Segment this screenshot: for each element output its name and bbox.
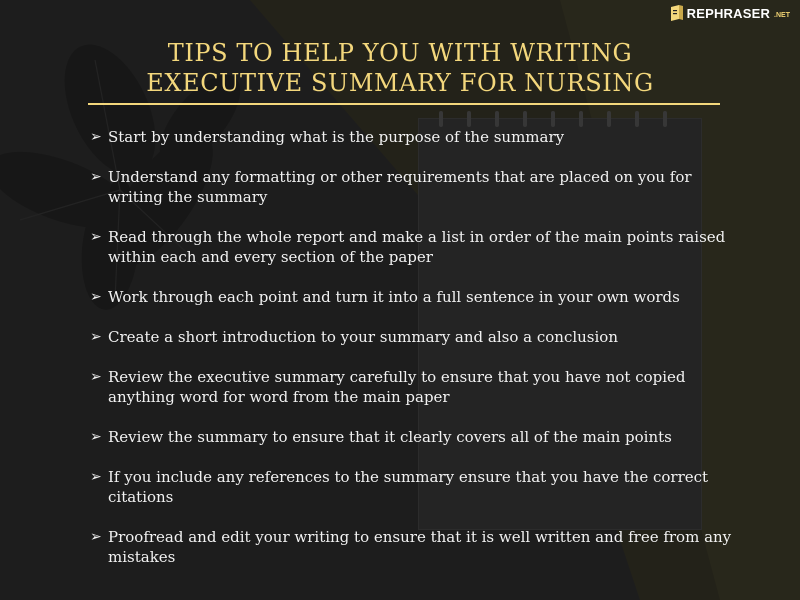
title-line-2: EXECUTIVE SUMMARY FOR NURSING [146,69,654,97]
arrow-bullet-icon: ➢ [90,289,102,305]
arrow-bullet-icon: ➢ [90,369,102,385]
tip-text: Proofread and edit your writing to ensure that it is well written and free from any mistakes [108,528,732,566]
list-item [90,287,740,307]
title-divider [88,103,720,105]
brand-logo[interactable] [670,4,790,22]
arrow-bullet-icon: ➢ [90,429,102,445]
list-item [90,527,740,567]
page-title [60,38,740,98]
tip-text: Review the summary to ensure that it clearly covers all of the main points [108,428,672,446]
arrow-bullet-icon: ➢ [90,329,102,345]
brand-suffix: .NET [774,11,790,19]
title-line-1: TIPS TO HELP YOU WITH WRITING [167,39,633,67]
list-item [90,167,740,207]
list-item [90,327,740,347]
tip-text: Understand any formatting or other requirements that are placed on you for writing the summary [108,168,692,206]
book-icon [670,5,684,21]
list-item [90,427,740,447]
tip-text: Read through the whole report and make a list in order of the main points raised within each and every section of the paper [108,228,726,266]
arrow-bullet-icon: ➢ [90,129,102,145]
tip-text: Create a short introduction to your summary and also a conclusion [108,328,618,346]
list-item [90,467,740,507]
arrow-bullet-icon: ➢ [90,229,102,245]
tip-text: Start by understanding what is the purpose of the summary [108,128,565,146]
tip-text: Work through each point and turn it into a full sentence in your own words [108,288,680,306]
list-item [90,127,740,147]
arrow-bullet-icon: ➢ [90,529,102,545]
list-item [90,227,740,267]
brand-name: REPHRASER [686,5,771,21]
list-item [90,367,740,407]
arrow-bullet-icon: ➢ [90,169,102,185]
arrow-bullet-icon: ➢ [90,469,102,485]
tip-text: Review the executive summary carefully to ensure that you have not copied anything word for word from the main paper [108,368,686,406]
tip-text: If you include any references to the summary ensure that you have the correct citations [108,468,709,506]
